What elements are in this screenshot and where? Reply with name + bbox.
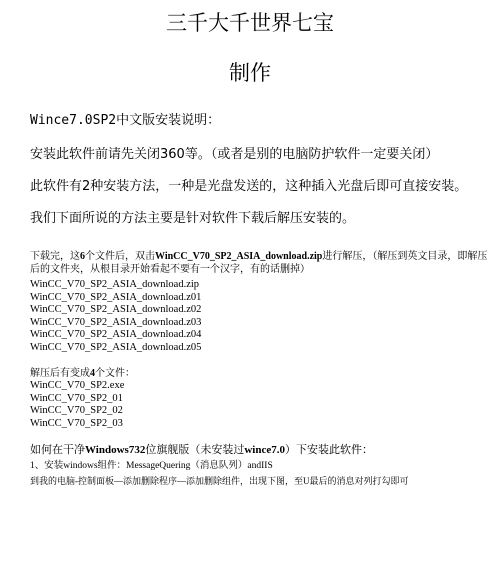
list-item: WinCC_V70_SP2_ASIA_download.z05 <box>30 341 202 353</box>
intro-line-install-methods: 此软件有2种安装方法，一种是光盘发送的，这种插入光盘后即可直接安装。 <box>30 179 468 194</box>
list-item: WinCC_V70_SP2_ASIA_download.z02 <box>30 304 202 315</box>
intro-line-method-scope: 我们下面所说的方法主要是针对软件下载后解压安装的。 <box>30 211 356 226</box>
document-title: 三千大千世界七宝 <box>166 11 334 35</box>
step-1: 1、安装windows组件：MessageQuering（消息队列）andIIS <box>30 461 273 471</box>
extracted-note-text: 解压后有变成 <box>30 368 90 379</box>
install-guide-heading: Wince7.0SP2中文版安装说明： <box>30 113 221 128</box>
list-item: WinCC_V70_SP2_01 <box>30 392 123 404</box>
list-item: WinCC_V70_SP2_ASIA_download.z04 <box>30 329 202 340</box>
extracted-file-list <box>30 380 488 430</box>
download-note-text: 个文件后，双击 <box>85 251 155 262</box>
list-item: WinCC_V70_SP2_ASIA_download.zip <box>30 279 200 290</box>
list-item: WinCC_V70_SP2_ASIA_download.z03 <box>30 316 202 328</box>
list-item: WinCC_V70_SP2_02 <box>30 405 123 416</box>
extracted-note <box>30 367 488 380</box>
clean-install-text: 如何在干净 <box>30 444 85 456</box>
os-name: Windows732 <box>85 444 146 456</box>
download-file-count: 6 <box>80 251 85 262</box>
clean-install-text: ）下安装此软件： <box>284 444 373 456</box>
download-file-list <box>30 279 488 354</box>
list-item: WinCC_V70_SP2_03 <box>30 417 123 429</box>
list-item: WinCC_V70_SP2_ASIA_download.z01 <box>30 291 202 303</box>
download-note-text: 下载完，这 <box>30 251 80 262</box>
intro-line-close-antivirus: 安装此软件前请先关闭360等。（或者是别的电脑防护软件一定要关闭） <box>30 147 439 162</box>
list-item: WinCC_V70_SP2.exe <box>30 380 125 391</box>
extracted-file-count: 4 <box>90 368 95 379</box>
wince-version: wince7.0 <box>244 444 285 456</box>
download-note <box>30 250 488 276</box>
download-archive-name: WinCC_V70_SP2_ASIA_download.zip <box>155 251 323 262</box>
document-subtitle: 制作 <box>229 61 271 85</box>
clean-install-heading <box>30 443 488 457</box>
download-note-text: 进行解压，（解压到英文目录，即解压后的文件夹，从根目录开始看起不要有一个汉字，有的话删掉） <box>30 251 488 275</box>
step-1-detail: 到我的电脑-控制面板—添加删除程序—添加删除组件，出现下图，至U最后的消息对列打勾即可 <box>30 476 409 486</box>
extracted-note-text: 个文件： <box>95 368 135 379</box>
clean-install-text: 位旗舰版（未安装过 <box>145 444 245 456</box>
